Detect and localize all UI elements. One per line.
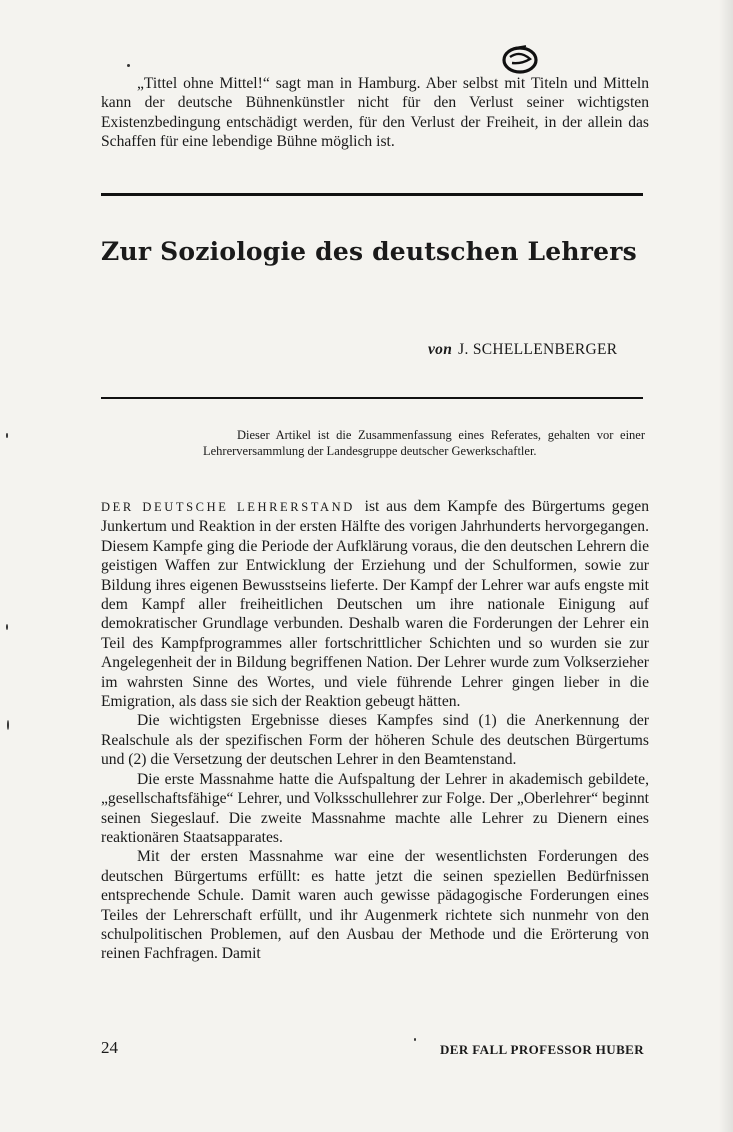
body-paragraph-1 [101,497,649,711]
body-paragraph-3: Die erste Massnahme hatte die Aufspaltung der Lehrer in akademisch gebildete, „gesellschaftsfähige“ Lehrer, und Volksschullehrer zur Folge. Der „Oberlehrer“ beginnt seinen Siegeslauf. Die zweite Massnahme machte alle Lehrer zu Dienern eines reaktionären Staatsapparates. [101,770,649,846]
stamp-mark-icon [500,44,540,76]
page-number: 24 [101,1038,118,1057]
print-speck [414,1038,416,1041]
body-paragraph-2: Die wichtigsten Ergebnisse dieses Kampfes sind (1) die Anerkennung der Realschule als der spezifischen Form der höheren Schule des deutschen Bürgertums und (2) die Versetzung der deutschen Lehrer in den Beamtenstand. [101,712,649,769]
print-speck [127,64,130,67]
print-speck [6,624,8,630]
running-title: DER FALL PROFESSOR HUBER [440,1042,645,1057]
byline-divider [101,397,643,399]
print-speck [6,433,8,438]
page-edge-shadow [719,0,733,1132]
article-title: Zur Soziologie des deutschen Lehrers [101,237,637,266]
author-name: J. SCHELLENBERGER [458,341,618,358]
article-body [101,497,649,964]
lead-in-caps: DER DEUTSCHE LEHRERSTAND [101,500,355,514]
intro-paragraph: „Tittel ohne Mittel!“ sagt man in Hamburg. Aber selbst mit Titeln und Mitteln kann der deutsche Bühnenkünstler nicht für den Verlust seiner wichtigsten Existenzbedingung entschädigt werden, für den Verlust der Freiheit, in der allein das Schaffen für eine lebendige Bühne möglich ist. [101,75,649,151]
author-prefix: von [428,341,453,358]
section-divider [101,193,643,196]
previous-article-ending [101,74,649,152]
body-paragraph-1-text: ist aus dem Kampfe des Bürgertums gegen Junkertum und Reaktion in der ersten Hälfte des vorigen Jahrhunderts hervorgegangen. Diesem Kampfe ging die Periode der Aufklärung voraus, die den deutschen Lehrern die geistigen Waffen zur Entwicklung der Erziehung und der Schulformen, sowie zur Bildung ihres eigenen Bewusstseins lieferte. Der Kampf der Lehrer war aufs engste mit dem Kampf aller freiheitlichen Deutschen um ihre nationale Einigung auf demokratischer Grundlage verbunden. Deshalb waren die Forderungen der Lehrer ein Teil des Kampfprogrammes aller fortschrittlicher Schichten und so wurden sie zur Angelegenheit der in Bildung begriffenen Nation. Der Lehrer wurde zum Volkserzieher im wahrsten Sinne des Wortes, und viele führende Lehrer gingen lieber in die Emigration, als dass sie sich der Reaktion gebeugt hätten. [101,498,650,711]
print-speck [7,720,9,730]
editorial-note [203,428,645,459]
author-byline [428,341,617,359]
body-paragraph-4: Mit der ersten Massnahme war eine der wesentlichsten Forderungen des deutschen Bürgertums erfüllt: es hatte jetzt die seinen speziellen Bedürfnissen entsprechende Schule. Damit waren auch gewisse pädagogische Forderungen eines Teiles der Lehrerschaft erfüllt, und ihr Augenmerk richtete sich nunmehr von den schulpolitischen Problemen, auf den Ausbau der Methode und die Erörterung von reinen Fachfragen. Damit [101,848,649,963]
editorial-note-text: Dieser Artikel ist die Zusammenfassung eines Referates, gehalten vor einer Lehrerversammlung der Landesgruppe deutscher Gewerkschaftler. [203,428,645,458]
